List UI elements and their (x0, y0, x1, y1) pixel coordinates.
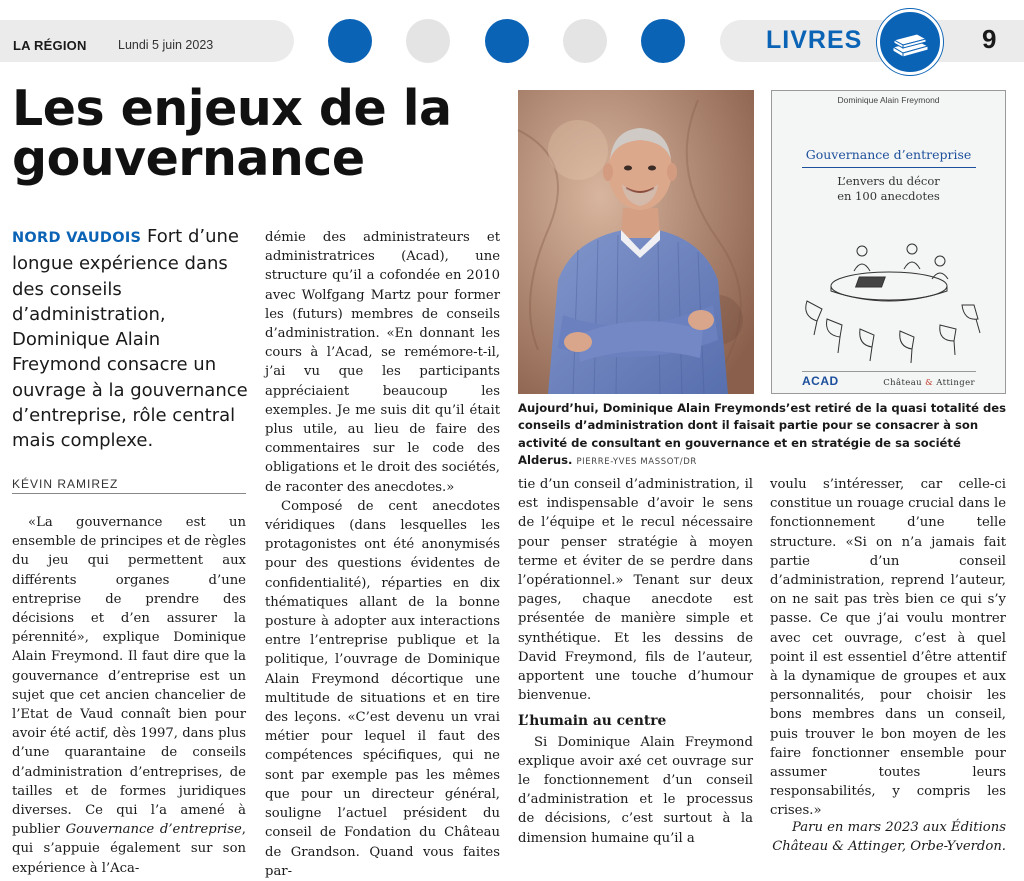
section-name: LIVRES (766, 26, 863, 54)
paragraph: Si Dominique Alain Freymond explique avoir axé cet ouvrage sur le fonctionnement d’un conseil d’administration et le processus de décisions, c’est surtout à la dimension humaine qu’il a (518, 734, 753, 846)
paragraph: démie des administrateurs et administratrices (Acad), une structure qu’il a cofondée en 2010 avec Wolfgang Martz pour former les (futurs) membres de conseils d’administration. «En donnant les cours à l’Acad, se remémore-t-il, j’ai vu que les participants appréciaient beaucoup les exemples. Je me suis dit qu’il était plus utile, au lieu de faire des commentaires sur le code des obligations et le droit des sociétés, de raconter des anecdotes.» (265, 230, 500, 495)
cover-title-rule (802, 167, 976, 168)
paragraph: Composé de cent anecdotes véridiques (dans lesquelles les protagonistes ont été anonymisés pour des questions évidentes de confidentialité), réparties en dix thématiques allant de la bonne posture à adopter aux interactions entre l’entreprise publique et la politique, l’ouvrage de Dominique Alain Freymond décortique une multitude de situations et en tire des leçons. «C’est devenu un vrai métier pour lequel il faut des compétences spécifiques, qui ne sont par exemple pas les mêmes que pour un directeur général, souligne l’actuel président du conseil de Fondation du Château de Grandson. Quand vous faites par- (265, 498, 500, 879)
page-number: 9 (982, 24, 997, 54)
author-photo (518, 90, 754, 394)
paragraph: tie d’un conseil d’administration, il est indispensable d’avoir le sens de l’équipe et le recul nécessaire pour penser stratégie à moyen terme et éviter de se perdre dans l’opérationnel.» Tenant sur deux pages, chaque anecdote est présentée de manière simple et synthétique. Et les dessins de David Freymond, fils de l’auteur, apportent une touche d’humour bienvenue. (518, 477, 753, 704)
cover-subtitle: L’envers du décor en 100 anecdotes (837, 174, 940, 203)
paragraph: «La gouvernance est un ensemble de principes et de règles du jeu qui permettent aux différents organes d’une entreprise de prendre des décisions et d’en assurer la pérennité», explique Dominique Alain Freymond. Il faut dire que la gouvernance d’entreprise est un sujet que cet ancien chancelier de l’Etat de Vaud connaît bien pour avoir été actif, dès 1997, dans plus d’une quarantaine de conseils d’administration d’entreprises, de tailles et de formes juridiques diverses. Ce qui l’a amené à publier Gouvernance d’entreprise, qui s’appuie également sur son expérience à l’Aca- (12, 515, 246, 876)
kicker: NORD VAUDOIS (12, 230, 142, 246)
meeting-table-illustration (792, 231, 987, 366)
header-dot (328, 19, 372, 63)
book-cover (771, 90, 1006, 394)
cover-title: Gouvernance d’entreprise (805, 147, 972, 162)
photo-credit: PIERRE-YVES MASSOT/DR (576, 457, 697, 468)
header-dot (406, 19, 450, 63)
lead-text: Fort d’une longue expérience dans des conseils d’administration, Dominique Alain Freymond consacre un ouvrage à la gouvernance d’entreprise, rôle central mais complexe. (12, 226, 248, 452)
book-title-mention: Gouvernance d’entreprise (65, 822, 242, 838)
subheading: L’humain au centre (518, 713, 667, 730)
cover-author: Dominique Alain Freymond (837, 95, 940, 105)
article-column-1 (12, 513, 246, 876)
books-icon (877, 9, 943, 75)
byline-rule (12, 493, 246, 494)
byline: KÉVIN RAMIREZ (12, 477, 119, 491)
photo-caption: Aujourd’hui, Dominique Alain Freymonds’est retiré de la quasi totalité des conseils d’administration dont il faisait partie pour se consacrer à son activité de consultant en gouvernance et en stratégie de sa société Alderus. PIERRE-YVES MASSOT/DR (518, 401, 1007, 468)
article-column-2 (265, 228, 500, 879)
paragraph: voulu s’intéresser, car celle-ci constitue un rouage crucial dans le fonctionnement d’une telle structure. «Si on n’a jamais fait partie d’un conseil d’administration, reprend l’auteur, on ne sait pas très bien ce qui s’y passe. Ce que j’ai voulu montrer avec cet ouvrage, c’est à quel point il est essentiel d’être attentif à la dynamique de groupes et aux personnalités, pour choisir les bons membres dans un conseil, puis trouver le bon moyen de les faire fonctionner ensemble pour assumer toutes leurs responsabilités, y compris les crises.» (770, 477, 1006, 819)
acad-logo: ACAD (802, 374, 839, 388)
article-headline: Les enjeux de la gouvernance (12, 80, 452, 187)
article-lead (12, 224, 248, 454)
article-column-3 (518, 475, 753, 858)
publication-note: Paru en mars 2023 aux Éditions Château & Attinger, Orbe-Yverdon. (772, 820, 1006, 855)
cover-publisher-rule (802, 371, 976, 372)
header-dot (485, 19, 529, 63)
issue-date: Lundi 5 juin 2023 (118, 38, 214, 52)
cover-publisher: Château & Attinger (883, 378, 975, 388)
header-dot (641, 19, 685, 63)
article-column-4 (770, 475, 1006, 819)
header-dot (563, 19, 607, 63)
newspaper-name: LA RÉGION (13, 38, 87, 53)
